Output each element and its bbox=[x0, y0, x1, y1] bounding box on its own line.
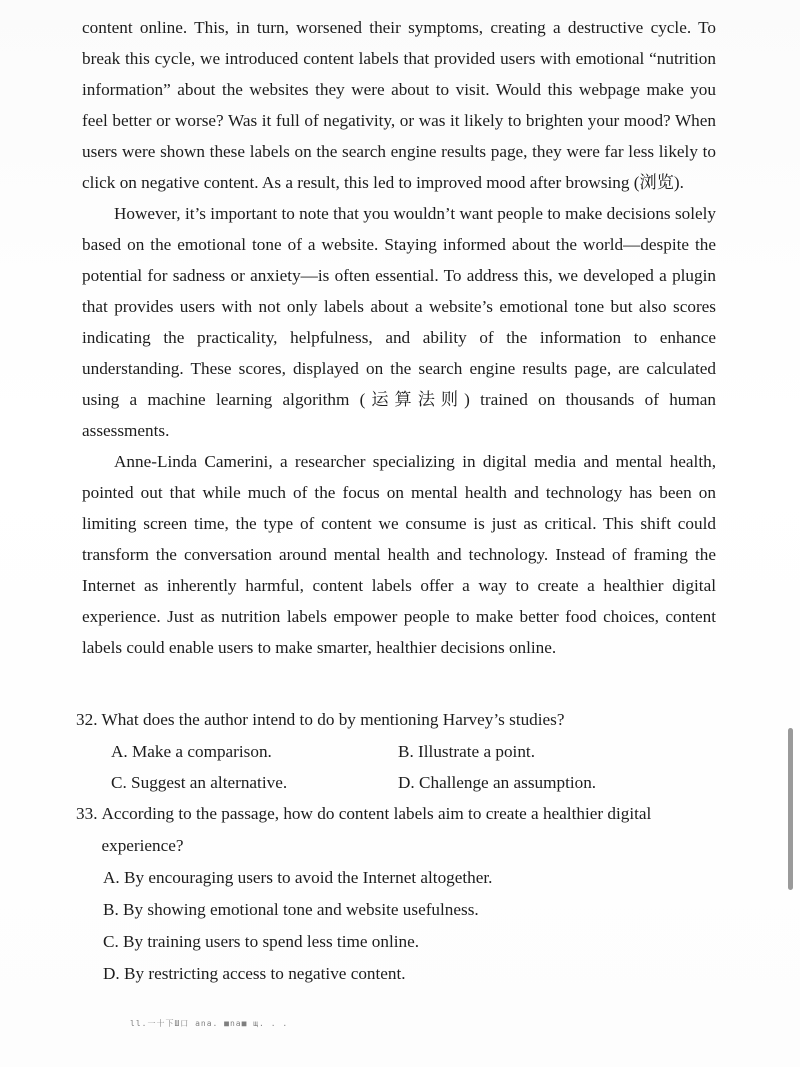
question-33-option-d: D. By restricting access to negative content. bbox=[103, 964, 406, 983]
question-32-number: 32. bbox=[76, 710, 98, 729]
question-33-options bbox=[76, 862, 726, 990]
question-32-text: What does the author intend to do by mentioning Harvey’s studies? bbox=[101, 710, 565, 729]
question-33-option-b: B. By showing emotional tone and website usefulness. bbox=[103, 900, 479, 919]
question-33 bbox=[76, 798, 726, 990]
question-32-options bbox=[76, 736, 726, 798]
question-33-option-a: A. By encouraging users to avoid the Internet altogether. bbox=[103, 868, 493, 887]
question-32-option-a: A. Make a comparison. bbox=[111, 742, 272, 761]
question-33-number: 33. bbox=[76, 804, 98, 823]
question-32-option-c: C. Suggest an alternative. bbox=[111, 773, 288, 792]
question-32-option-b: B. Illustrate a point. bbox=[398, 742, 535, 761]
passage-paragraph-2: However, it’s important to note that you wouldn’t want people to make decisions solely based on the emotional tone of a website. Staying informed about the world—despite the potential for sadness or anxiety—is often essential. To address this, we developed a plugin that provides users with not only labels about a website’s emotional tone but also scores indicating the practicality, helpfulness, and ability of the information to enhance understanding. These scores, displayed on the search engine results page, are calculated using a machine learning algorithm (运算法则) trained on thousands of human assessments. bbox=[82, 204, 716, 440]
question-32-stem bbox=[76, 704, 726, 736]
question-33-stem bbox=[76, 798, 726, 862]
question-33-option-c: C. By training users to spend less time online. bbox=[103, 932, 420, 951]
question-32-option-d: D. Challenge an assumption. bbox=[398, 773, 597, 792]
question-32 bbox=[76, 704, 726, 798]
scrollbar-thumb[interactable] bbox=[788, 728, 793, 890]
passage-paragraph-1: content online. This, in turn, worsened their symptoms, creating a destructive cycle. To break this cycle, we introduced content labels that provided users with emotional “nutrition information” about the websites they were about to visit. Would this webpage make you feel better or worse? Was it full of negativity, or was it likely to brighten your mood? When users were shown these labels on the search engine results page, they were far less likely to click on negative content. As a result, this led to improved mood after browsing (浏览). bbox=[82, 18, 716, 192]
question-section bbox=[76, 704, 726, 990]
reading-passage bbox=[82, 12, 716, 663]
passage-paragraph-3: Anne-Linda Camerini, a researcher specializing in digital media and mental health, pointed out that while much of the focus on mental health and technology has been on limiting screen time, the type of content we consume is just as critical. This shift could transform the conversation around mental health and technology. Instead of framing the Internet as inherently harmful, content labels offer a way to create a healthier digital experience. Just as nutrition labels empower people to make better food choices, content labels could enable users to make smarter, healthier decisions online. bbox=[82, 452, 716, 657]
question-33-text: According to the passage, how do content labels aim to create a healthier digital experience? bbox=[101, 804, 652, 855]
faint-footer-text: ll.一十下Ш口 ana. ■na■ щ. . . bbox=[130, 1019, 289, 1028]
